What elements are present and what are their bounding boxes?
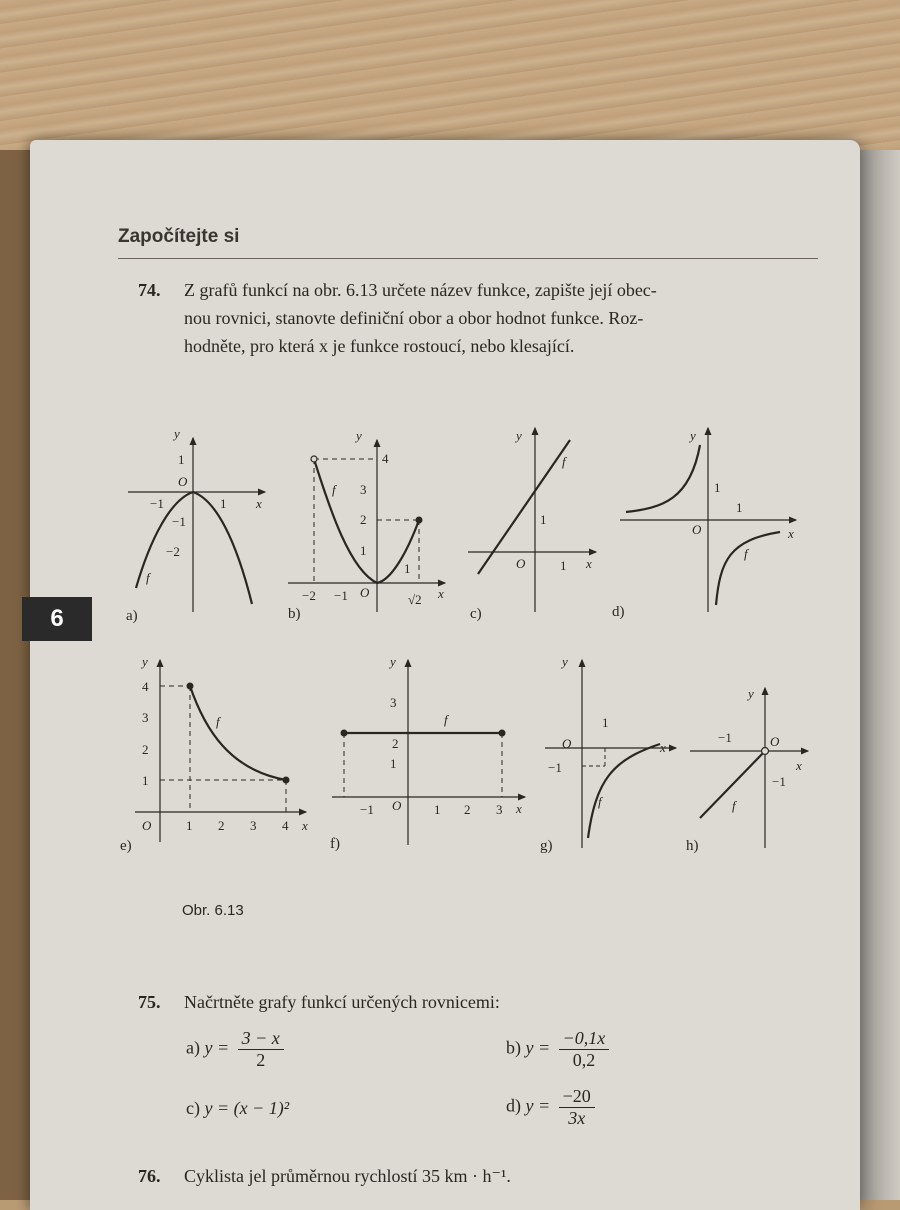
equation-c: c) y = (x − 1)²: [186, 1098, 290, 1118]
panel-a-func-label: f: [146, 570, 150, 585]
panel-d-func-label: f: [744, 546, 748, 561]
panel-b-tick: 1: [404, 561, 411, 576]
panel-f-tick: 2: [464, 802, 471, 817]
panel-c-origin: O: [516, 556, 526, 571]
panel-c-x-axis: x: [586, 556, 592, 571]
task-76-text: Cyklista jel průměrnou rychlostí 35 km · h⁻¹.: [184, 1166, 511, 1186]
panel-b-tick: 2: [360, 512, 367, 527]
panel-e-tick: 3: [250, 818, 257, 833]
task-74-number: 74.: [138, 280, 161, 300]
panel-a-tick: −1: [172, 514, 186, 529]
panel-a-origin: O: [178, 474, 188, 489]
panel-a-label: a): [126, 608, 138, 624]
panel-b-tick: −1: [334, 588, 348, 603]
panel-e-tick: 2: [142, 742, 149, 757]
panel-f-label: f): [330, 836, 340, 852]
panel-c: [468, 428, 596, 622]
panel-e-func-label: f: [216, 714, 220, 729]
panel-c-func-label: f: [562, 454, 566, 469]
panel-c-y-axis: y: [516, 428, 522, 443]
section-title: Započítejte si: [118, 226, 240, 247]
panel-a-tick: −2: [166, 544, 180, 559]
panel-c-label: c): [470, 606, 482, 622]
panel-b-y-axis: y: [356, 428, 362, 443]
panel-c-tick: 1: [540, 512, 547, 527]
panel-d-tick: 1: [714, 480, 721, 495]
panel-e-y-axis: y: [142, 654, 148, 669]
panel-e-tick: 4: [142, 679, 149, 694]
chapter-tab: 6: [22, 597, 92, 641]
panel-h: [686, 686, 808, 854]
panel-g-tick: 1: [602, 715, 609, 730]
panel-h-tick: −1: [718, 730, 732, 745]
panel-f-x-axis: x: [516, 801, 522, 816]
task-75-text: Načrtněte grafy funkcí určených rovnicemi:: [184, 992, 500, 1012]
panel-b-label: b): [288, 606, 301, 622]
task-76-number: 76.: [138, 1166, 161, 1186]
panel-f: [330, 654, 525, 852]
equation-d: d) y = $\frac{-20}{3x}$: [506, 1086, 595, 1129]
panel-h-tick: −1: [772, 774, 786, 789]
panel-d-tick: 1: [736, 500, 743, 515]
panel-a-x-axis: x: [256, 496, 262, 511]
panel-a-y-axis: y: [174, 426, 180, 441]
task-76: [138, 1162, 818, 1192]
panel-g-origin: O: [562, 736, 572, 751]
panel-b-tick: √2: [408, 592, 422, 607]
panel-h-label: h): [686, 838, 699, 854]
panel-b-tick: 3: [360, 482, 367, 497]
panel-f-tick: 1: [390, 756, 397, 771]
panel-c-tick: 1: [560, 558, 567, 573]
panel-h-x-axis: x: [796, 758, 802, 773]
panel-e-label: e): [120, 838, 132, 854]
panel-f-y-axis: y: [390, 654, 396, 669]
panel-g-x-axis: x: [660, 740, 666, 755]
task-75: [138, 988, 818, 1018]
panel-b-tick: 4: [382, 451, 389, 466]
panel-e-tick: 1: [142, 773, 149, 788]
panel-a-tick: 1: [178, 452, 185, 467]
panel-h-y-axis: y: [748, 686, 754, 701]
panel-f-tick: 3: [496, 802, 503, 817]
panel-g-tick: −1: [548, 760, 562, 775]
panel-f-tick: 1: [434, 802, 441, 817]
panel-d-x-axis: x: [788, 526, 794, 541]
panel-e-tick: 2: [218, 818, 225, 833]
panel-d-y-axis: y: [690, 428, 696, 443]
panel-d-origin: O: [692, 522, 702, 537]
panel-d: [612, 428, 796, 620]
task-74-line-1: Z grafů funkcí na obr. 6.13 určete název funkce, zapište její obec-: [184, 280, 657, 300]
panel-f-origin: O: [392, 798, 402, 813]
panel-g-func-label: f: [598, 794, 602, 809]
panel-h-origin: O: [770, 734, 780, 749]
panel-f-tick: 2: [392, 736, 399, 751]
panel-b-func-label: f: [332, 482, 336, 497]
panel-f-tick: −1: [360, 802, 374, 817]
panel-d-label: d): [612, 604, 625, 620]
panel-b-tick: −2: [302, 588, 316, 603]
task-75-number: 75.: [138, 992, 161, 1012]
figure-caption: Obr. 6.13: [182, 902, 244, 919]
panel-f-func-label: f: [444, 712, 448, 727]
equation-a: a) y = $\frac{3 - x}{2}$: [186, 1028, 284, 1071]
panel-b: [288, 428, 445, 622]
panel-a: [126, 426, 265, 624]
panel-f-tick: 3: [390, 695, 397, 710]
panel-g-y-axis: y: [562, 654, 568, 669]
task-74-line-3: hodněte, pro která x je funkce rostoucí, nebo klesající.: [184, 336, 575, 356]
panel-b-x-axis: x: [438, 586, 444, 601]
panel-e-tick: 4: [282, 818, 289, 833]
panel-b-origin: O: [360, 585, 370, 600]
panel-a-tick: 1: [220, 496, 227, 511]
panel-e: [120, 654, 308, 854]
panel-e-origin: O: [142, 818, 152, 833]
task-74-line-2: nou rovnici, stanovte definiční obor a obor hodnot funkce. Roz-: [184, 308, 644, 328]
panel-e-tick: 3: [142, 710, 149, 725]
panel-b-tick: 1: [360, 543, 367, 558]
panel-a-tick: −1: [150, 496, 164, 511]
panel-e-x-axis: x: [302, 818, 308, 833]
panel-g: [540, 654, 676, 854]
panel-h-func-label: f: [732, 798, 736, 813]
panel-e-tick: 1: [186, 818, 193, 833]
equation-b: b) y = $\frac{-0,1x}{0,2}$: [506, 1028, 609, 1071]
panel-g-label: g): [540, 838, 553, 854]
